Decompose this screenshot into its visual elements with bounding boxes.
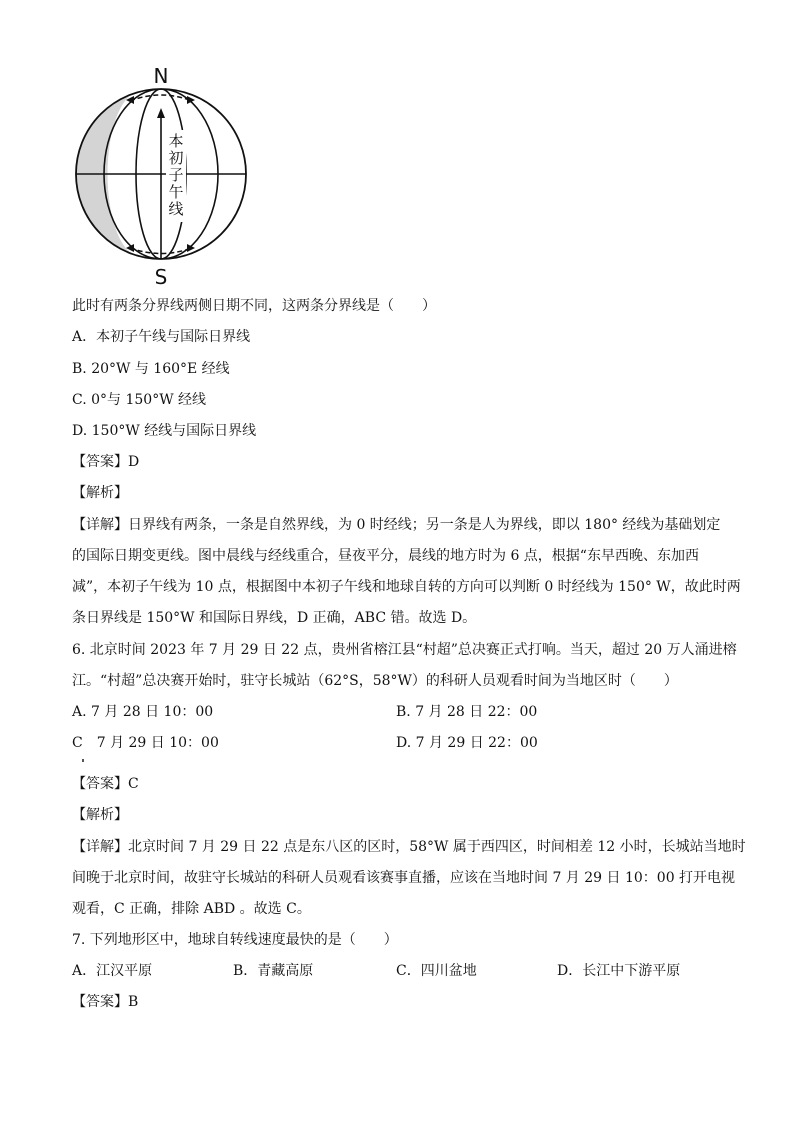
q6-stem-line: 6. 北京时间 2023 年 7 月 29 日 22 点，贵州省榕江县“村超”总决赛正式打响。当天，超过 20 万人涌进榕 [72, 642, 737, 658]
q6-analysis-label: 【解析】 [72, 807, 128, 823]
meridian-label-char: 子 [168, 166, 184, 184]
answer-label: 【答案】 [72, 994, 128, 1010]
meridian-label-char: 线 [168, 200, 184, 218]
q7-option-d: D．长江中下游平原 [557, 963, 681, 979]
prime-meridian-arrow-icon [157, 108, 165, 118]
answer-label: 【答案】 [72, 776, 128, 792]
north-pole-label: N [153, 64, 169, 88]
rotation-arrow-icon [187, 96, 195, 104]
q6-detail-line: 观看，C 正确，排除 ABD 。故选 C。 [72, 901, 311, 917]
answer-value: B [128, 994, 139, 1010]
meridian-label-char: 初 [168, 149, 184, 167]
stray-mark [82, 759, 84, 762]
q6-stem-line: 江。“村超”总决赛开始时，驻守长城站（62°S，58°W）的科研人员观看时间为当地区时（ ） [72, 673, 678, 689]
answer-value: D [128, 454, 140, 470]
south-pole-label: S [154, 265, 168, 288]
detail-text: 北京时间 7 月 29 日 22 点是东八区的区时，58°W 属于西四区，时间相差 12 小时，长城站当地时 [128, 839, 746, 855]
q6-answer-line [72, 775, 139, 793]
meridian-label-char: 午 [168, 183, 184, 201]
answer-value: C [128, 776, 139, 792]
q5-option-d: D. 150°W 经线与国际日界线 [72, 423, 257, 439]
q6-option-c: C 7 月 29 日 10：00 [72, 735, 219, 751]
q5-detail-line [72, 516, 720, 534]
q5-analysis-label: 【解析】 [72, 485, 128, 501]
q5-detail-line: 条日界线是 150°W 和国际日界线，D 正确，ABC 错。故选 D。 [72, 610, 477, 626]
q7-option-c: C．四川盆地 [396, 963, 477, 979]
q5-detail-line: 的国际日期变更线。图中晨线与经线重合，昼夜平分，晨线的地方时为 6 点，根据“东早西晚、东加西 [72, 548, 699, 564]
detail-label: 【详解】 [72, 839, 128, 855]
q6-option-d: D. 7 月 29 日 22：00 [396, 735, 538, 751]
q6-option-a: A. 7 月 28 日 10：00 [72, 704, 214, 720]
q5-stem: 此时有两条分界线两侧日期不同，这两条分界线是（ ） [72, 298, 436, 314]
q7-stem: 7. 下列地形区中，地球自转线速度最快的是（ ） [72, 932, 398, 948]
q5-detail-line: 减”，本初子午线为 10 点，根据图中本初子午线和地球自转的方向可以判断 0 时经线为 150° W，故此时两 [72, 579, 741, 595]
q7-answer-line [72, 993, 138, 1011]
q6-detail-line: 间晚于北京时间，故驻守长城站的科研人员观看该赛事直播，应该在当地时间 7 月 29 日 10：00 打开电视 [72, 870, 736, 886]
q5-option-a: A．本初子午线与国际日界线 [72, 329, 251, 345]
q5-option-b: B. 20°W 与 160°E 经线 [72, 361, 230, 377]
detail-text: 日界线有两条，一条是自然界线，为 0 时经线；另一条是人为界线，即以 180° 经线为基础划定 [128, 517, 721, 533]
q6-detail-line [72, 838, 746, 856]
q5-option-c: C. 0°与 150°W 经线 [72, 392, 207, 408]
q7-option-a: A．江汉平原 [72, 963, 153, 979]
rotation-arrow-icon [187, 244, 195, 252]
q7-option-b: B．青藏高原 [233, 963, 314, 979]
answer-label: 【答案】 [72, 454, 128, 470]
q5-answer-line [72, 453, 139, 471]
meridian-label-char: 本 [168, 132, 184, 150]
detail-label: 【详解】 [72, 517, 128, 533]
q6-option-b: B. 7 月 28 日 22：00 [396, 704, 538, 720]
globe-diagram [70, 62, 254, 288]
